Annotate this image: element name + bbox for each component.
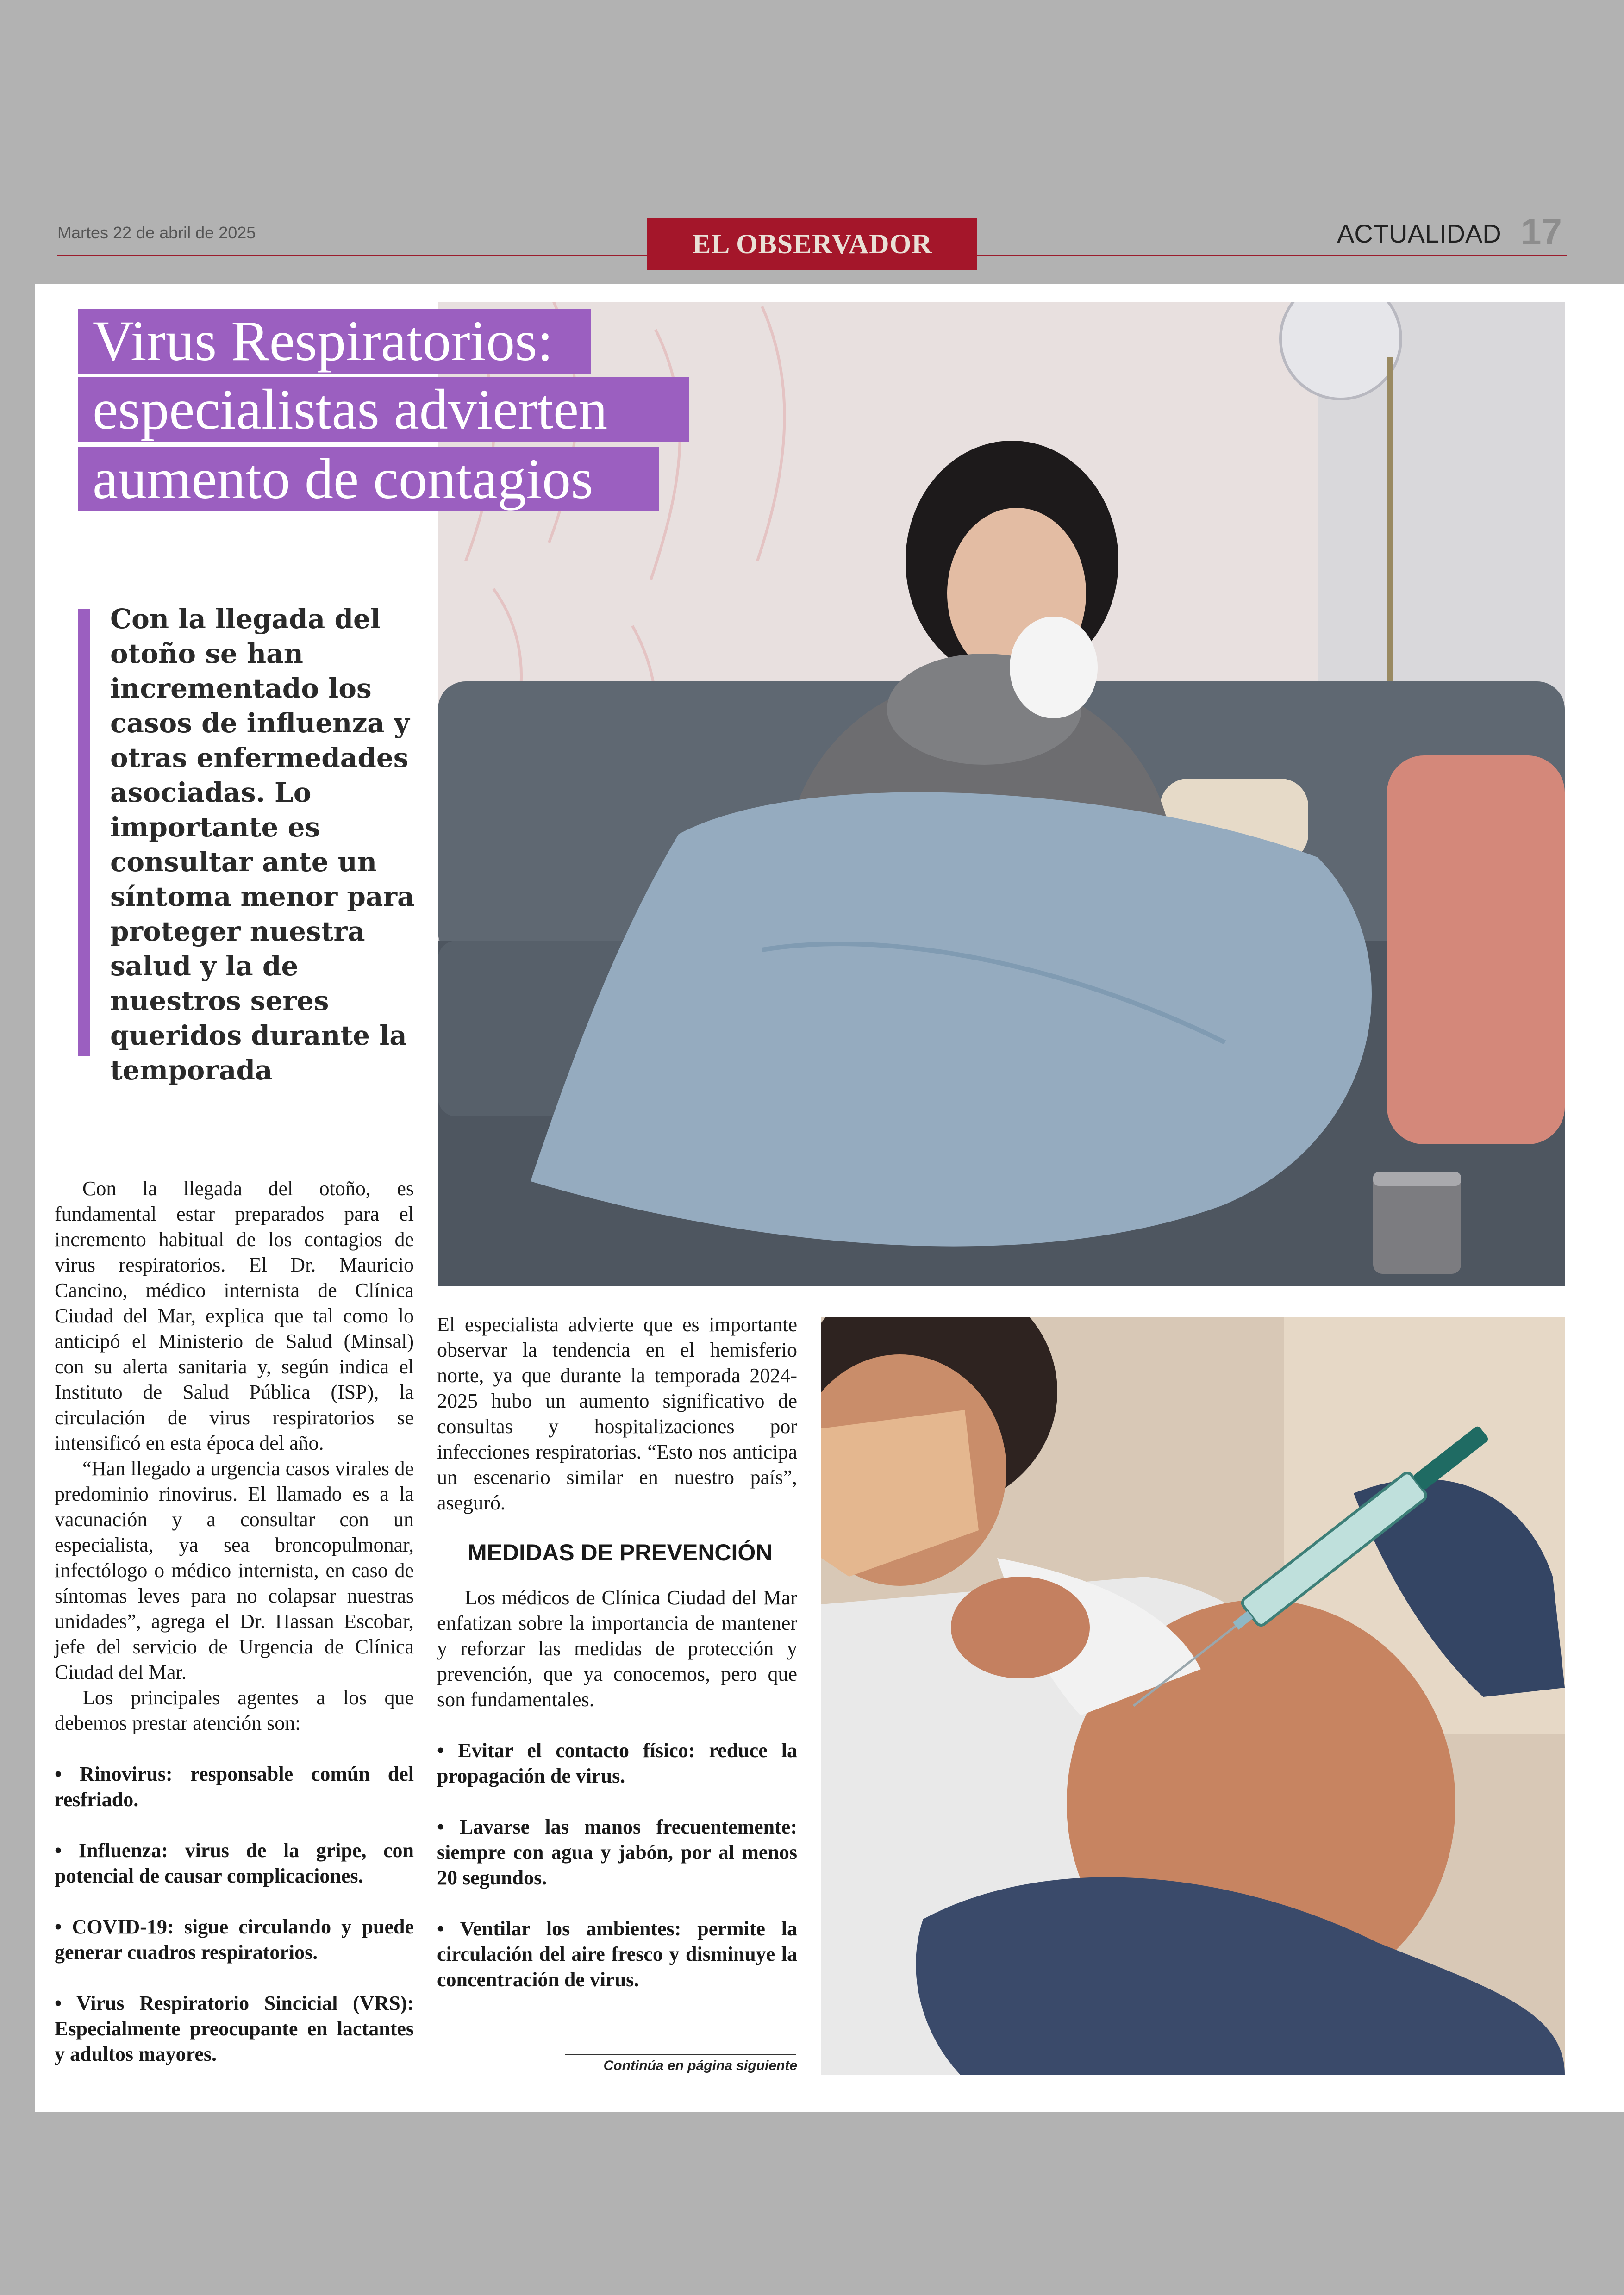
bullet-item: • COVID-19: sigue circulando y puede generar cuadros respiratorios. [55, 1915, 414, 1964]
continuation-rule [565, 2054, 796, 2055]
paragraph: Con la llegada del otoño, es fundamental estar preparados para el incremento habitual de los contagios de virus respiratorios. El Dr. Mauricio Cancino, médico internista de Clínica Ciudad del Mar, explica que tal como lo anticipó el Ministerio de Salud (Minsal) con su alerta sanitaria y, según indica el Instituto de Salud Pública (ISP), la circulación de virus respiratorios se intensificó en esta época del año. [55, 1177, 414, 1454]
headline-line-2: especialistas advierten [78, 377, 689, 442]
paragraph: Los principales agentes a los que debemos prestar atención son: [55, 1686, 414, 1734]
paragraph: El especialista advierte que es importante observar la tendencia en el hemisferio norte, ya que durante la temporada 2024-2025 hubo un aumento significativo de consultas y hospitalizaciones por infecciones respiratorias. “Esto nos anticipa un escenario similar en nuestro país”, aseguró. [437, 1313, 797, 1514]
paragraph: “Han llegado a urgencia casos virales de predominio rinovirus. El llamado es a la vacunación y a consultar con un especialista, ya sea broncopulmonar, infectólogo o médico internista, en caso de síntomas leves para no colapsar nuestras unidades”, agrega el Dr. Hassan Escobar, jefe del servicio de Urgencia de Clínica Ciudad del Mar. [55, 1457, 414, 1684]
lead-accent-bar [78, 609, 90, 1056]
issue-date: Martes 22 de abril de 2025 [57, 223, 256, 242]
bullet-item: • Ventilar los ambientes: permite la circulación del aire fresco y disminuye la concentración de virus. [437, 1917, 797, 1991]
section-subheading: MEDIDAS DE PREVENCIÓN [468, 1540, 773, 1565]
page-number: 17 [1521, 211, 1562, 252]
bullet-item: • Influenza: virus de la gripe, con potencial de causar complicaciones. [55, 1839, 414, 1887]
bullet-item: • Lavarse las manos frecuentemente: siempre con agua y jabón, por al menos 20 segundos. [437, 1815, 797, 1889]
body-column-2 [437, 1312, 797, 1992]
headline-line-3: aumento de contagios [78, 447, 659, 511]
body-column-1 [55, 1176, 414, 2067]
headline-line-1: Virus Respiratorios: [78, 309, 591, 374]
vaccination-photo [821, 1317, 1565, 2075]
bullet-item: • Rinovirus: responsable común del resfriado. [55, 1763, 414, 1811]
paragraph: Los médicos de Clínica Ciudad del Mar enfatizan sobre la importancia de mantener y reforzar las medidas de protección y prevención, que ya conocemos, pero que son fundamentales. [437, 1586, 797, 1711]
newspaper-logo: EL OBSERVADOR [647, 218, 977, 270]
continued-next-page-note: Continúa en página siguiente [603, 2058, 797, 2073]
bullet-item: • Evitar el contacto físico: reduce la propagación de virus. [437, 1739, 797, 1787]
article-lead: Con la llegada del otoño se han incrementado los casos de influenza y otras enfermedades asociadas. Lo importante es consultar ante un síntoma menor para proteger nuestra salud y la de nuestros seres queridos durante la temporada [110, 603, 415, 1086]
section-name: ACTUALIDAD [1337, 219, 1501, 248]
bullet-item: • Virus Respiratorio Sincicial (VRS): Especialmente preocupante en lactantes y adultos mayores. [55, 1992, 414, 2065]
